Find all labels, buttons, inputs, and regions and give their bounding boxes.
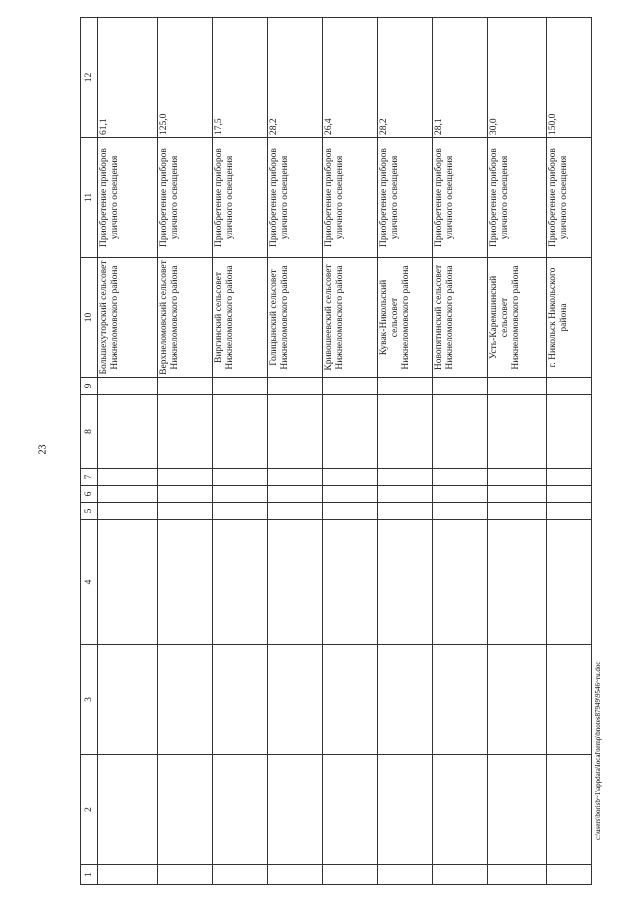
empty-cell	[433, 378, 488, 395]
empty-cell	[98, 865, 158, 885]
table-row	[547, 18, 592, 885]
empty-cell	[488, 378, 547, 395]
empty-cell	[378, 865, 433, 885]
empty-cell	[488, 503, 547, 520]
purpose-cell: Приобретение приборов уличного освещения	[488, 138, 547, 258]
table-row	[378, 18, 433, 885]
recipient-cell: Кривошеевский сельсовет Нижнеломовского района	[323, 258, 378, 378]
column-header: 7	[81, 469, 98, 486]
empty-cell	[433, 395, 488, 469]
purpose-cell: Приобретение приборов уличного освещения	[98, 138, 158, 258]
column-header: 5	[81, 503, 98, 520]
empty-cell	[547, 503, 592, 520]
empty-cell	[158, 755, 213, 865]
empty-cell	[378, 395, 433, 469]
empty-cell	[433, 469, 488, 486]
empty-cell	[98, 378, 158, 395]
purpose-cell: Приобретение приборов уличного освещения	[378, 138, 433, 258]
recipient-cell: Новопятинский сельсовет Нижнеломовского района	[433, 258, 488, 378]
empty-cell	[433, 503, 488, 520]
empty-cell	[378, 469, 433, 486]
empty-cell	[213, 755, 268, 865]
empty-cell	[98, 520, 158, 645]
amount-cell: 150,0	[547, 18, 592, 138]
empty-cell	[488, 486, 547, 503]
empty-cell	[158, 486, 213, 503]
empty-cell	[158, 503, 213, 520]
purpose-cell: Приобретение приборов уличного освещения	[213, 138, 268, 258]
empty-cell	[213, 469, 268, 486]
empty-cell	[98, 395, 158, 469]
empty-cell	[488, 645, 547, 755]
purpose-cell: Приобретение приборов уличного освещения	[268, 138, 323, 258]
empty-cell	[213, 486, 268, 503]
empty-cell	[323, 645, 378, 755]
amount-cell: 61,1	[98, 18, 158, 138]
empty-cell	[268, 486, 323, 503]
empty-cell	[213, 520, 268, 645]
empty-cell	[268, 469, 323, 486]
empty-cell	[98, 503, 158, 520]
empty-cell	[547, 395, 592, 469]
empty-cell	[547, 520, 592, 645]
recipient-cell: Большехуторский сельсовет Нижнеломовского района	[98, 258, 158, 378]
empty-cell	[488, 520, 547, 645]
recipient-cell: Голицынский сельсовет Нижнеломовского района	[268, 258, 323, 378]
amount-cell: 26,4	[323, 18, 378, 138]
empty-cell	[488, 865, 547, 885]
empty-cell	[158, 395, 213, 469]
empty-cell	[433, 645, 488, 755]
empty-cell	[268, 378, 323, 395]
amount-cell: 125,0	[158, 18, 213, 138]
empty-cell	[268, 865, 323, 885]
empty-cell	[268, 503, 323, 520]
empty-cell	[323, 486, 378, 503]
column-header: 12	[81, 18, 98, 138]
empty-cell	[323, 395, 378, 469]
column-header: 10	[81, 258, 98, 378]
empty-cell	[547, 755, 592, 865]
empty-cell	[323, 865, 378, 885]
amount-cell: 28,1	[433, 18, 488, 138]
file-path-footer: c:\users\borisb~1\appdata\local\temp\bnotes87949\9546~ru.doc	[594, 661, 602, 840]
empty-cell	[158, 865, 213, 885]
amount-cell: 28,2	[268, 18, 323, 138]
empty-cell	[547, 378, 592, 395]
purpose-cell: Приобретение приборов уличного освещения	[433, 138, 488, 258]
empty-cell	[213, 395, 268, 469]
table-row	[268, 18, 323, 885]
empty-cell	[433, 520, 488, 645]
purpose-cell: Приобретение приборов уличного освещения	[547, 138, 592, 258]
table-row	[323, 18, 378, 885]
data-table	[80, 17, 592, 885]
empty-cell	[378, 755, 433, 865]
empty-cell	[378, 378, 433, 395]
empty-cell	[158, 520, 213, 645]
recipient-cell: г. Никольск Никольского района	[547, 258, 592, 378]
amount-cell: 30,0	[488, 18, 547, 138]
empty-cell	[323, 503, 378, 520]
table-row	[98, 18, 158, 885]
empty-cell	[547, 645, 592, 755]
column-header: 11	[81, 138, 98, 258]
empty-cell	[158, 645, 213, 755]
purpose-cell: Приобретение приборов уличного освещения	[158, 138, 213, 258]
empty-cell	[323, 378, 378, 395]
empty-cell	[378, 520, 433, 645]
column-header: 2	[81, 755, 98, 865]
empty-cell	[268, 395, 323, 469]
empty-cell	[378, 503, 433, 520]
column-header: 3	[81, 645, 98, 755]
empty-cell	[547, 469, 592, 486]
column-header: 4	[81, 520, 98, 645]
empty-cell	[433, 486, 488, 503]
empty-cell	[378, 645, 433, 755]
page-number: 23	[37, 444, 49, 455]
empty-cell	[433, 865, 488, 885]
recipient-cell: Усть-Каремшинский сельсовет Нижнеломовского района	[488, 258, 547, 378]
empty-cell	[98, 755, 158, 865]
amount-cell: 28,2	[378, 18, 433, 138]
empty-cell	[547, 865, 592, 885]
recipient-cell: Виргинский сельсовет Нижнеломовского района	[213, 258, 268, 378]
table-row	[433, 18, 488, 885]
empty-cell	[213, 378, 268, 395]
empty-cell	[268, 520, 323, 645]
empty-cell	[158, 469, 213, 486]
empty-cell	[98, 486, 158, 503]
empty-cell	[213, 865, 268, 885]
column-header: 8	[81, 395, 98, 469]
empty-cell	[488, 469, 547, 486]
empty-cell	[433, 755, 488, 865]
empty-cell	[268, 755, 323, 865]
table-body	[98, 18, 592, 885]
table-row	[158, 18, 213, 885]
column-header: 1	[81, 865, 98, 885]
column-header: 6	[81, 486, 98, 503]
empty-cell	[98, 645, 158, 755]
recipient-cell: Верхнеломовский сельсовет Нижнеломовского района	[158, 258, 213, 378]
recipient-cell: Кувак-Никольский сельсовет Нижнеломовского района	[378, 258, 433, 378]
empty-cell	[488, 395, 547, 469]
column-header-row	[81, 18, 98, 885]
table-row	[213, 18, 268, 885]
empty-cell	[323, 520, 378, 645]
purpose-cell: Приобретение приборов уличного освещения	[323, 138, 378, 258]
empty-cell	[213, 645, 268, 755]
empty-cell	[547, 486, 592, 503]
rotated-table-container	[80, 18, 589, 885]
table-row	[488, 18, 547, 885]
empty-cell	[158, 378, 213, 395]
empty-cell	[268, 645, 323, 755]
empty-cell	[378, 486, 433, 503]
empty-cell	[213, 503, 268, 520]
empty-cell	[488, 755, 547, 865]
empty-cell	[98, 469, 158, 486]
empty-cell	[323, 755, 378, 865]
column-header: 9	[81, 378, 98, 395]
empty-cell	[323, 469, 378, 486]
amount-cell: 17,5	[213, 18, 268, 138]
